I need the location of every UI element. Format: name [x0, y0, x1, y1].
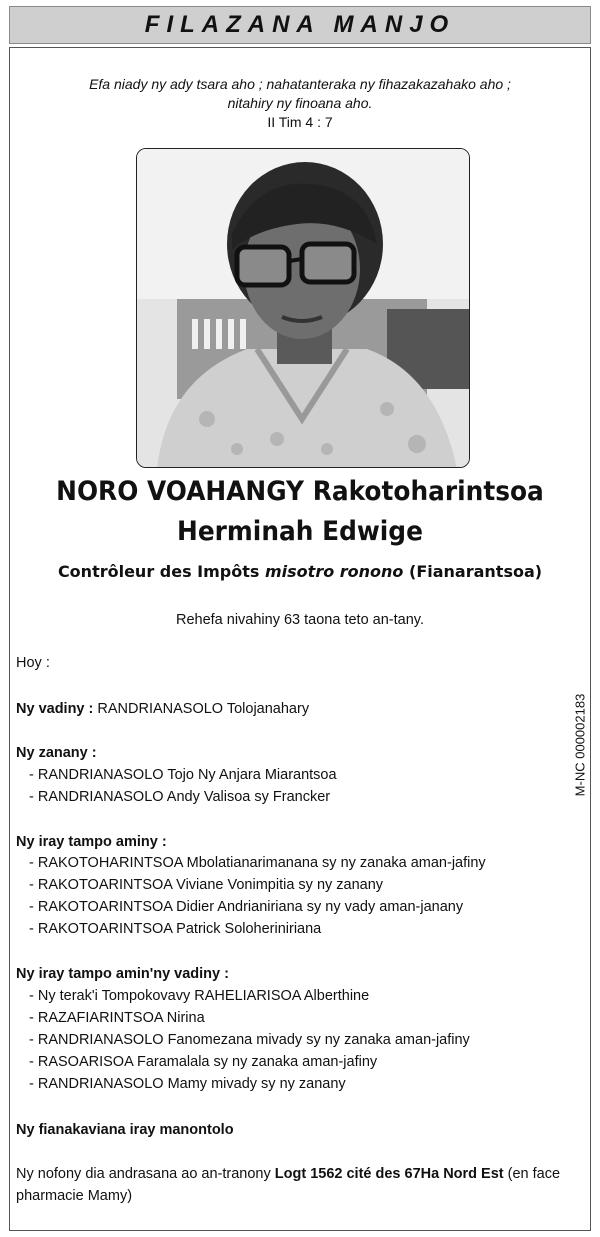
siblings-label: Ny iray tampo aminy :	[16, 834, 167, 850]
list-item: - Ny terak'i Tompokovavy RAHELIARISOA Alberthine	[29, 988, 370, 1004]
deceased-name-line-1: NORO VOAHANGY Rakotoharintsoa	[56, 476, 544, 507]
list-item: - RAKOTOARINTSOA Viviane Vonimpitia sy ny zanany	[29, 877, 384, 893]
address-prefix: Ny nofony dia andrasana ao an-tranony	[16, 1166, 275, 1182]
deceased-role	[0, 562, 600, 581]
list-item: - RAKOTOARINTSOA Didier Andrianiriana sy ny vady aman-janany	[29, 899, 464, 915]
list-item: - RANDRIANASOLO Mamy mivady sy ny zanany	[29, 1076, 346, 1092]
address-paragraph	[16, 1163, 586, 1207]
verse-line-2: nitahiry ny finoana aho.	[227, 95, 373, 111]
header-title: FILAZANA MANJO	[144, 11, 456, 38]
verse-line-1: Efa niady ny ady tsara aho ; nahatanteraka ny fihazakazahako aho ;	[89, 76, 511, 92]
role-status: misotro ronono	[265, 562, 404, 581]
hoy-label: Hoy :	[16, 655, 50, 671]
role-title: Contrôleur des Impôts	[57, 562, 260, 581]
reference-code: M-NC 000002183	[572, 693, 588, 797]
verse-reference: II Tim 4 : 7	[267, 114, 333, 130]
portrait-photo	[136, 148, 470, 468]
deceased-name-line-2: Herminah Edwige	[177, 516, 423, 547]
list-item: - RAZAFIARINTSOA Nirina	[29, 1010, 205, 1026]
address-location: Logt 1562 cité des 67Ha Nord Est	[274, 1166, 504, 1182]
spouse-siblings-label: Ny iray tampo amin'ny vadiny :	[16, 966, 229, 982]
list-item: - RASOARISOA Faramalala sy ny zanaka aman-jafiny	[29, 1054, 378, 1070]
spouse-label: Ny vadiny :	[16, 701, 94, 717]
list-item: - RANDRIANASOLO Fanomezana mivady sy ny zanaka aman-jafiny	[29, 1032, 470, 1048]
role-city: (Fianarantsoa)	[409, 562, 543, 581]
extended-family: Ny fianakaviana iray manontolo	[16, 1122, 234, 1138]
age-text: Rehefa nivahiny 63 taona teto an-tany.	[175, 612, 424, 628]
portrait-illustration	[137, 149, 470, 468]
list-item: - RAKOTOARINTSOA Patrick Soloheriniriana	[29, 921, 322, 937]
bible-verse	[0, 75, 600, 132]
list-item: - RANDRIANASOLO Tojo Ny Anjara Miarantsoa	[29, 767, 337, 783]
list-item: - RANDRIANASOLO Andy Valisoa sy Francker	[29, 789, 331, 805]
address-suffix: (en face pharmacie Mamy)	[16, 1166, 561, 1204]
header-banner	[9, 6, 591, 44]
spouse-value: RANDRIANASOLO Tolojanahary	[97, 701, 310, 717]
children-label: Ny zanany :	[16, 745, 97, 761]
list-item: - RAKOTOHARINTSOA Mbolatianarimanana sy ny zanaka aman-jafiny	[29, 855, 486, 871]
spouse-line	[16, 698, 309, 720]
